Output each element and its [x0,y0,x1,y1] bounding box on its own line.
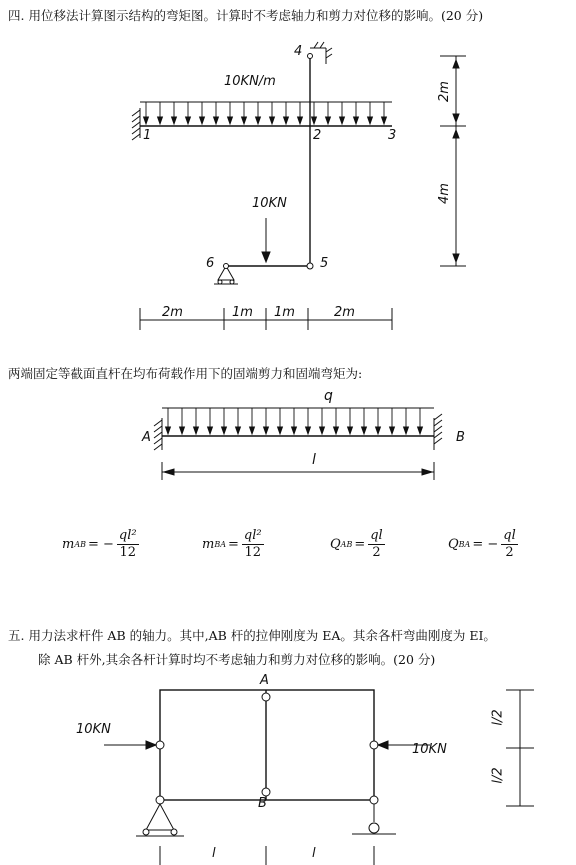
problem5-line1: 五. 用力法求杆件 AB 的轴力。其中,AB 杆的拉伸刚度为 EA。其余各杆弯曲刚度为 EI。 [8,628,496,643]
formula-m-ba: m BA = $\frac{\text{ql²}}{12}$ [202,528,262,560]
length-l-label: l [312,452,316,468]
dim-horizontal-2m-left: 2m [162,305,183,320]
dim-half-l-bottom: l/2 [490,767,506,784]
end-b-label: B [456,430,465,445]
dim-vertical-2m: 2m [436,81,452,102]
dim-horizontal-1m-left: 1m [232,305,253,320]
dim-half-l-top: l/2 [490,709,506,726]
node-label-3: 3 [388,128,397,143]
problem4-title: 四. 用位移法计算图示结构的弯矩图。计算时不考虑轴力和剪力对位移的影响。(20 分) [8,8,484,23]
node-a-label: A [260,673,269,688]
node-label-6: 6 [206,256,215,271]
formula-m-ab: m AB = − $\frac{\text{ql²}}{12}$ [62,528,137,560]
distributed-load-label: 10KN/m [224,74,276,89]
dim-l-left: l [212,846,216,861]
reference-title: 两端固定等截面直杆在均布荷载作用下的固端剪力和固端弯矩为: [8,366,363,381]
node-label-2: 2 [313,128,322,143]
dim-l-right: l [312,846,316,861]
problem5-line2: 除 AB 杆外,其余各杆计算时均不考虑轴力和剪力对位移的影响。(20 分) [38,652,436,667]
formula-q-ba: Q BA = − $\frac{ql}{2}$ [448,528,516,560]
dim-horizontal-2m-right: 2m [334,305,355,320]
node-label-1: 1 [143,128,152,143]
node-b-label: B [258,796,267,811]
dim-horizontal-1m-right: 1m [274,305,295,320]
point-load-label: 10KN [252,196,287,211]
end-a-label: A [142,430,151,445]
force-right-label: 10KN [412,742,447,757]
formula-q-ab: Q AB = $\frac{ql}{2}$ [330,528,383,560]
node-label-4: 4 [294,44,303,59]
dim-vertical-4m: 4m [436,183,452,204]
node-label-5: 5 [320,256,329,271]
force-left-label: 10KN [76,722,111,737]
load-q-label: q [324,388,333,404]
